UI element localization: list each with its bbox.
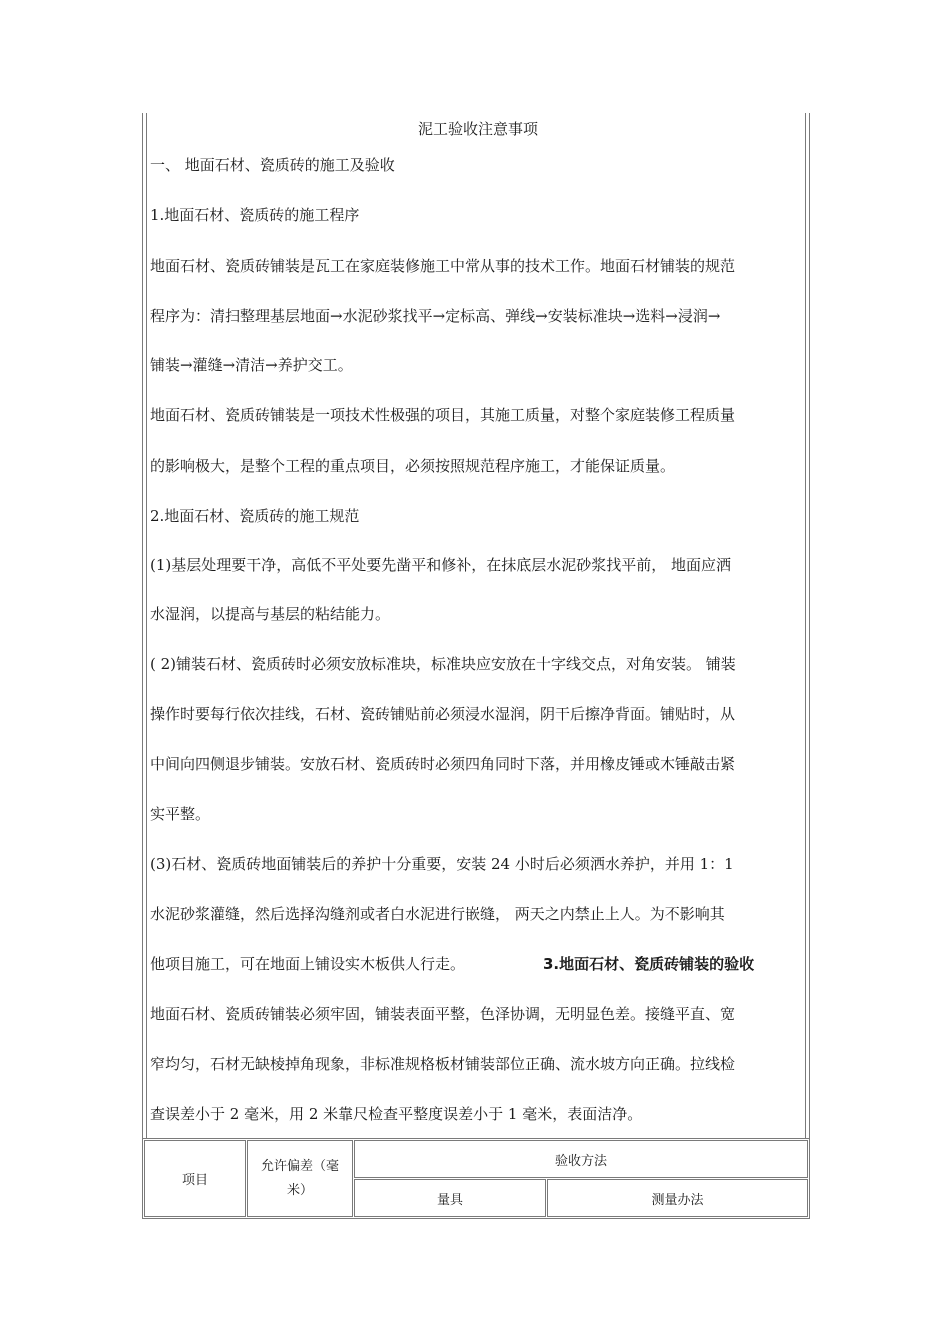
- paragraph-line: 他项目施工，可在地面上铺设实木板供人行走。: [150, 955, 466, 973]
- paragraph-line: 操作时要每行依次挂线，石材、瓷砖铺贴前必须浸水湿润，阴干后擦净背面。铺贴时，从: [150, 705, 736, 723]
- paragraph-line: 地面石材、瓷质砖铺装是一项技术性极强的项目，其施工质量，对整个家庭装修工程质量: [150, 406, 736, 424]
- left-border-outer: [142, 113, 143, 1138]
- header-method: 验收方法: [354, 1140, 808, 1178]
- paragraph-line: 水泥砂浆灌缝，然后选择沟缝剂或者白水泥进行嵌缝， 两天之内禁止上人。为不影响其: [150, 905, 725, 923]
- header-measure: 测量办法: [547, 1179, 808, 1217]
- right-border-outer: [809, 113, 810, 1138]
- header-item: 项目: [144, 1140, 246, 1217]
- left-border-inner: [146, 113, 147, 1138]
- paragraph-line: (1)基层处理要干净，高低不平处要先凿平和修补，在抹底层水泥砂浆找平前， 地面应洒: [150, 556, 732, 574]
- subsection-heading-1: 1.地面石材、瓷质砖的施工程序: [150, 206, 360, 224]
- header-tool: 量具: [354, 1179, 546, 1217]
- paragraph-line: 的影响极大，是整个工程的重点项目，必须按照规范程序施工，才能保证质量。: [150, 457, 676, 475]
- subsection-heading-2: 2.地面石材、瓷质砖的施工规范: [150, 507, 360, 525]
- paragraph-line: 窄均匀，石材无缺棱掉角现象，非标准规格板材铺装部位正确、流水坡方向正确。拉线检: [150, 1055, 736, 1073]
- paragraph-line: ( 2)铺装石材、瓷质砖时必须安放标准块，标准块应安放在十字线交点，对角安装。 铺装: [150, 655, 736, 673]
- paragraph-line: 地面石材、瓷质砖铺装必须牢固，铺装表面平整，色泽协调，无明显色差。接缝平直、宽: [150, 1005, 736, 1023]
- header-tolerance: 允许偏差（毫米）: [247, 1140, 353, 1217]
- subsection-heading-3: 3.地面石材、瓷质砖铺装的验收: [543, 955, 755, 973]
- section-heading-1: 一、 地面石材、瓷质砖的施工及验收: [150, 156, 395, 174]
- page-title: 泥工验收注意事项: [417, 120, 538, 138]
- paragraph-line: 地面石材、瓷质砖铺装是瓦工在家庭装修施工中常从事的技术工作。地面石材铺装的规范: [150, 257, 736, 275]
- right-border-inner: [805, 113, 806, 1138]
- paragraph-line: (3)石材、瓷质砖地面铺装后的养护十分重要，安装 24 小时后必须洒水养护，并用 1：1: [150, 855, 734, 873]
- acceptance-table: [142, 1138, 810, 1219]
- paragraph-line: 实平整。: [150, 805, 211, 823]
- paragraph-line: 程序为：清扫整理基层地面→水泥砂浆找平→定标高、弹线→安装标准块→选料→浸润→: [150, 307, 721, 325]
- paragraph-line: 查误差小于 2 毫米，用 2 米靠尺检查平整度误差小于 1 毫米，表面洁净。: [150, 1105, 643, 1123]
- paragraph-line: 中间向四侧退步铺装。安放石材、瓷质砖时必须四角同时下落，并用橡皮锤或木锤敲击紧: [150, 755, 736, 773]
- paragraph-line: 铺装→灌缝→清洁→养护交工。: [150, 356, 353, 374]
- paragraph-line: 水湿润，以提高与基层的粘结能力。: [150, 605, 391, 623]
